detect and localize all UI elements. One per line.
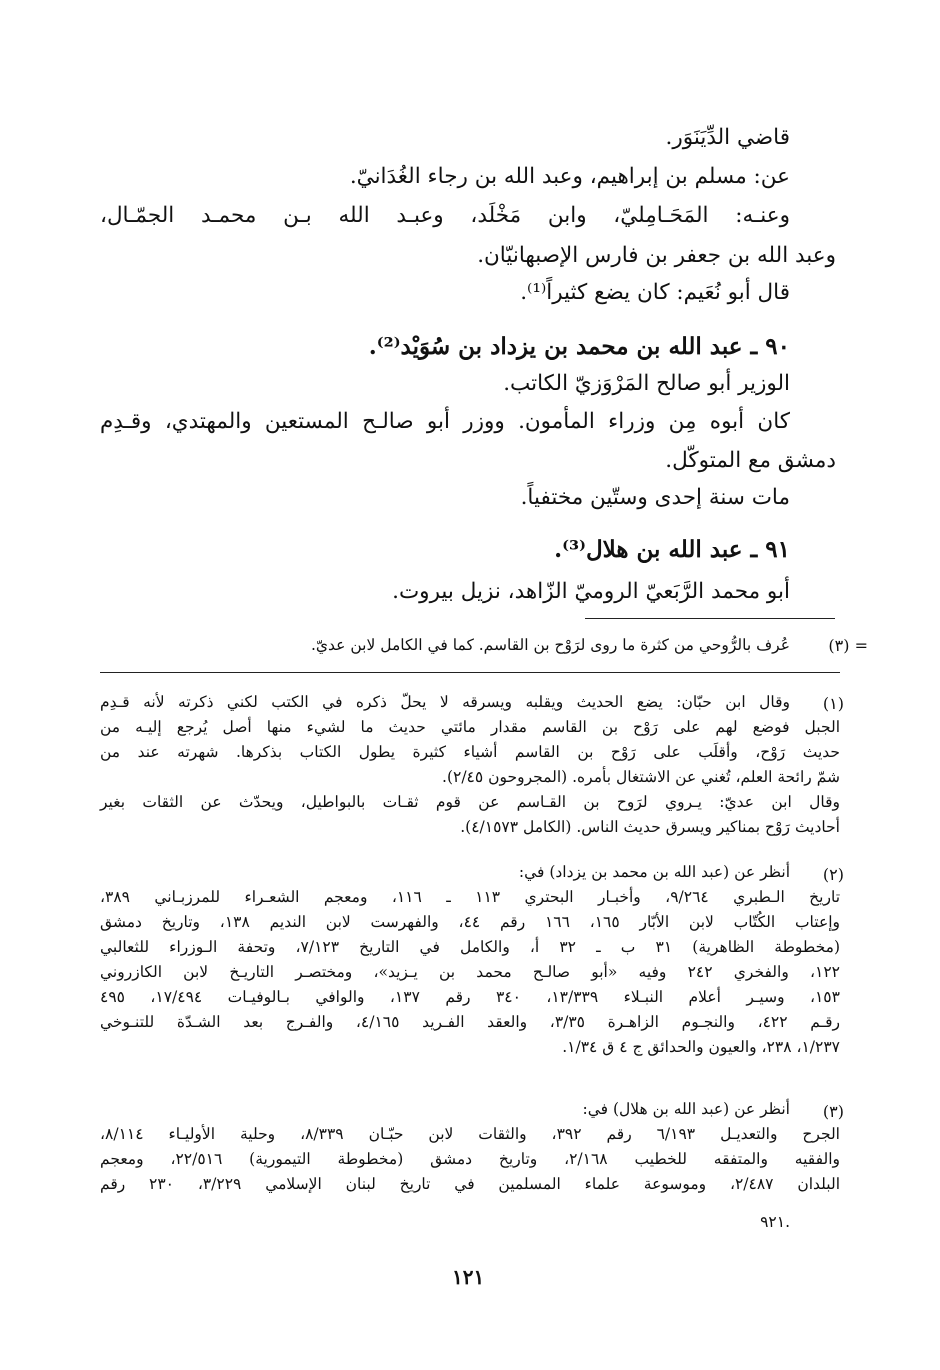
text-line: عن: مسلم بن إبراهيم، وعبد الله بن رجاء الغُدَانيّ. [349, 164, 790, 189]
text-line: وعنـه: المَحَـامِليّ، وابن مَخْلَد، وعبـد الله بـن محمـد الجمّـال، [100, 203, 790, 228]
footnote-number: (٣) [822, 1102, 844, 1121]
footnote-line: تاريخ الـطبري ٩/٢٦٤، وأخبـار البحتري ١١٣ ـ ١١٦، ومعجم الشعـراء للمرزبـاني ٣٨٩، [100, 888, 841, 906]
footnote-line: والفقيه والمتفقه للخطيب ٢/١٦٨، وتاريخ دمشق (مخطوطة التيمورية) ٢٢/٥١٦، ومعجم [100, 1150, 840, 1168]
footnote-line: وقال ابن عديّ: يـروي لرَوح بن القـاسم عن قوم ثقـات بالبواطيل، ويحدّث عن الثقات بغير [100, 793, 840, 811]
text-line: أبو محمد الرَّبَعيّ الروميّ الزّاهد، نزيل بيروت. [392, 579, 790, 604]
footnote-line: ٩٢١. [760, 1213, 790, 1231]
text-line: قاضي الدِّيَنَوَر. [665, 125, 790, 150]
footnote-line: (مخطوطة الظاهرية) ٣١ ب ـ ٣٢ أ، والكامل في التاريخ ٧/١٢٣، وتحفة الـوزراء للثعالبي [100, 938, 840, 956]
footnote-line: أنظر عن (عبد الله بن هلال) في: [582, 1100, 790, 1118]
footnote-line: وإعتاب الكُتّاب لابن الأبّار ١٦٥، ١٦٦ رقم ٤٤، والفهرست لابن النديم ١٣٨، وتاريخ دمشق [100, 913, 840, 931]
text-line: وعبد الله بن جعفر بن فارس الإصبهانيّان. [477, 243, 836, 268]
footnote-line: حديث رَوْح، وأقلَب على رَوْح بن القاسم أشياء كثيرة يطول الكتاب بذكرها. شهرته عند من [100, 743, 840, 761]
footnote-line: وقال ابن حبّان: يضع الحديث ويقلبه ويسرقه لا يحلّ ذكره في الكتب لكني ذكرته لأنه قـدِم [100, 693, 790, 711]
footnote-line: الجرح والتعديـل ٦/١٩٣ رقم ٣٩٢، والثقات لابن حبّـان ٨/٣٣٩، وحلية الأوليـاء ٨/١١٤، [100, 1125, 840, 1143]
text-line: دمشق مع المتوكّل. [665, 448, 836, 473]
footnote-divider [100, 672, 840, 673]
footnote-line: ١٢٢، والفخري ٢٤٢ وفيه «أبو صالـح محمد بن يـزيد»، ومختصـر التاريـخ لابن الكازروني [100, 963, 840, 981]
footnote-line: ١/٢٣٧، ٢٣٨، والعيون والحدائق ج ٤ ق ١/٣٤. [562, 1038, 840, 1056]
footnote-marker: = (٣) [828, 636, 868, 655]
footnote-line: رقـم ٤٢٢، والنجـوم الزاهـرة ٣/٣٥، والعقد الفـريد ٤/١٦٥، والفـرج بعد الشـدّة للتنـوخي [100, 1013, 840, 1031]
text-line: كان أبوه مِن وزراء المأمون. ووزر أبو صالـح المستعين والمهتدي، وقـدِم [100, 409, 790, 434]
footnote-line: شمّ رائحة العلم، تُغني عن الاشتغال بأمره. (المجروحون ٢/٤٥). [442, 768, 840, 786]
page-number: ١٢١ [452, 1265, 485, 1289]
footnote-line: البلدان ٢/٤٨٧، وموسوعة علماء المسلمين في تاريخ لبنان الإسلامي ٣/٢٢٩، ٢٣٠ رقم [100, 1175, 840, 1193]
text-line: قال أبو نُعَيم: كان يضع كثيراً⁽¹⁾. [520, 280, 790, 305]
footnote-number: (٢) [822, 865, 844, 884]
entry-heading-90: ٩٠ ـ عبد الله بن محمد بن يزداد بن سُوَيْد⁽²⁾. [368, 333, 790, 360]
footnote-number: (١) [822, 694, 844, 713]
entry-heading-91: ٩١ ـ عبد الله بن هلال⁽³⁾. [554, 536, 790, 563]
footnote-separator [585, 618, 835, 619]
footnote-continuation: عُرف بالرُّوحي من كثرة ما روى لرَوْح بن القاسم. كما في الكامل لابن عديّ. [310, 636, 790, 654]
footnote-line: أحاديث رَوْح بمناكير ويسرق حديث الناس. (الكامل ٤/١٥٧٣). [460, 818, 840, 836]
footnote-line: الجبل فوضع لهم على رَوْح بن القاسم مقدار مائتي حديث ما لشيء منها أصل يُرجع إليـه من [100, 718, 840, 736]
text-line: الوزير أبو صالح المَرْوَزيّ الكاتب. [503, 371, 790, 396]
text-line: مات سنة إحدى وستّين مختفياً. [520, 485, 790, 510]
footnote-line: أنظر عن (عبد الله بن محمد بن يزداد) في: [518, 863, 790, 881]
footnote-line: ١٥٣، وسيـر أعلام النبـلاء ١٣/٣٣٩، ٣٤٠ رقم ١٣٧، والوافي بـالوفيـات ١٧/٤٩٤، ٤٩٥ [100, 988, 840, 1006]
